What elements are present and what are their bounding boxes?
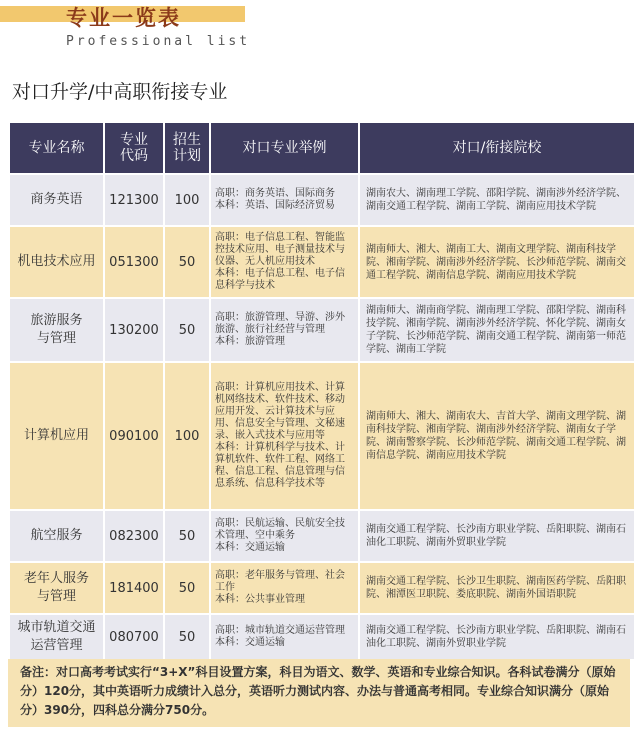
major-code: 121300	[105, 175, 163, 225]
enrollment-plan: 50	[165, 511, 209, 561]
major-name: 城市轨道交通 运营管理	[10, 615, 103, 659]
major-examples: 高职：电子信息工程、智能监控技术应用、电子测量技术与仪器、无人机应用技术 本科：电子信息工程、电子信息科学与技术	[211, 227, 358, 297]
major-code: 080700	[105, 615, 163, 659]
header-name: 专业名称	[10, 123, 103, 173]
enrollment-plan: 50	[165, 299, 209, 361]
header-plan: 招生 计划	[165, 123, 209, 173]
major-code: 181400	[105, 563, 163, 613]
target-schools: 湖南交通工程学院、长沙卫生职院、湖南医药学院、岳阳职院、湘潭医卫职院、娄底职院、湖南外国语职院	[360, 563, 634, 613]
major-code: 090100	[105, 363, 163, 509]
table-row	[10, 615, 634, 659]
table-row	[10, 511, 634, 561]
section-title: 对口升学/中高职衔接专业	[12, 81, 228, 103]
header-code: 专业 代码	[105, 123, 163, 173]
table-header-row	[10, 123, 634, 173]
major-examples: 高职：城市轨道交通运营管理 本科：交通运输	[211, 615, 358, 659]
major-code: 130200	[105, 299, 163, 361]
enrollment-plan: 50	[165, 615, 209, 659]
major-code: 082300	[105, 511, 163, 561]
target-schools: 湖南农大、湖南理工学院、邵阳学院、湖南涉外经济学院、湖南交通工程学院、湖南工学院、湖南应用技术学院	[360, 175, 634, 225]
remarks-note	[8, 659, 630, 727]
enrollment-plan: 50	[165, 227, 209, 297]
major-examples: 高职：旅游管理、导游、涉外旅游、旅行社经营与管理 本科：旅游管理	[211, 299, 358, 361]
major-name: 老年人服务 与管理	[10, 563, 103, 613]
major-examples: 高职：老年服务与管理、社会工作 本科：公共事业管理	[211, 563, 358, 613]
target-schools: 湖南交通工程学院、长沙南方职业学院、岳阳职院、湖南石油化工职院、湖南外贸职业学院	[360, 615, 634, 659]
enrollment-plan: 100	[165, 175, 209, 225]
header-banner	[0, 0, 640, 56]
enrollment-plan: 50	[165, 563, 209, 613]
enrollment-plan: 100	[165, 363, 209, 509]
major-name: 旅游服务 与管理	[10, 299, 103, 361]
major-examples: 高职：民航运输、民航安全技术管理、空中乘务 本科：交通运输	[211, 511, 358, 561]
target-schools: 湖南师大、湘大、湖南工大、湖南文理学院、湖南科技学院、湘南学院、湖南涉外经济学院、长沙师范学院、湖南交通工程学院、湖南信息学院、湖南应用技术学院	[360, 227, 634, 297]
major-name: 航空服务	[10, 511, 103, 561]
table-row	[10, 563, 634, 613]
header-examples: 对口专业举例	[211, 123, 358, 173]
note-text: 对口高考考试实行“3+X”科目设置方案，科目为语文、数学、英语和专业综合知识。各科试卷满分（原始分）120分，其中英语听力成绩计入总分，英语听力测试内容、办法与普通高考相同。专业综合知识满分（原始分）390分，四科总分满分750分。	[20, 665, 616, 717]
table-row	[10, 227, 634, 297]
target-schools: 湖南师大、湘大、湖南农大、吉首大学、湖南文理学院、湖南科技学院、湘南学院、湖南涉外经济学院、湖南女子学院、湖南警察学院、长沙师范学院、湖南交通工程学院、湖南信息学院、湖南应用技术学院	[360, 363, 634, 509]
major-code: 051300	[105, 227, 163, 297]
table-row	[10, 175, 634, 225]
table-row	[10, 299, 634, 361]
major-name: 机电技术应用	[10, 227, 103, 297]
major-name: 计算机应用	[10, 363, 103, 509]
target-schools: 湖南师大、湖南商学院、湖南理工学院、邵阳学院、湖南科技学院、湘南学院、湖南涉外经济学院、怀化学院、湖南女子学院、长沙师范学院、湖南交通工程学院、湖南第一师范学院、湖南工学院	[360, 299, 634, 361]
note-label: 备注：	[20, 665, 57, 679]
target-schools: 湖南交通工程学院、长沙南方职业学院、岳阳职院、湖南石油化工职院、湖南外贸职业学院	[360, 511, 634, 561]
major-examples: 高职：计算机应用技术、计算机网络技术、软件技术、移动应用开发、云计算技术与应用、信息安全与管理、文秘速录、嵌入式技术与应用等 本科：计算机科学与技术、计算机软件、软件工程、网络工程、信息工程、信息管理与信息系统、信息科学技术等	[211, 363, 358, 509]
page-title: 专业一览表	[66, 6, 181, 30]
header-schools: 对口/衔接院校	[360, 123, 634, 173]
majors-table	[8, 121, 636, 661]
table-row	[10, 363, 634, 509]
page-subtitle: Professional list	[66, 34, 251, 49]
major-examples: 高职：商务英语、国际商务 本科：英语、国际经济贸易	[211, 175, 358, 225]
major-name: 商务英语	[10, 175, 103, 225]
